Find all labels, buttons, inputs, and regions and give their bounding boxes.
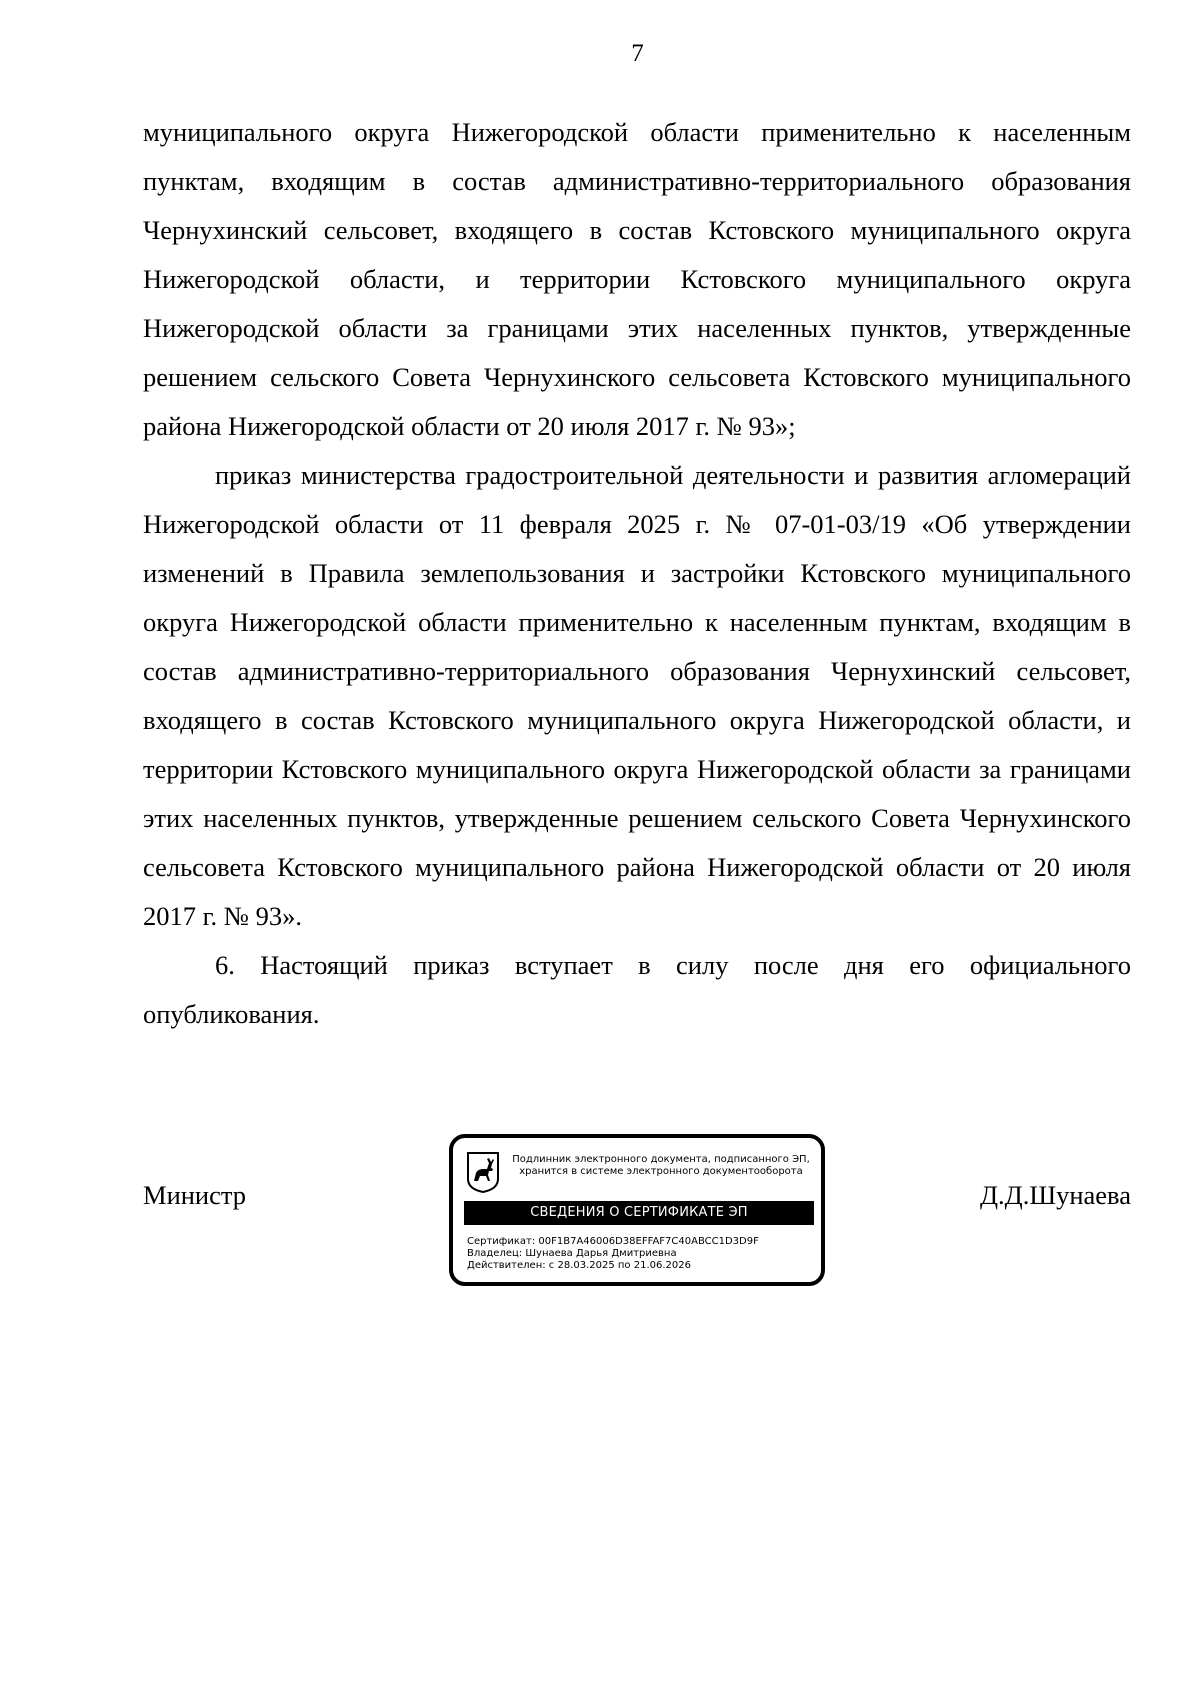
certificate-number: Сертификат: 00F1B7A46006D38EFFAF7C40ABCC1D3D9F xyxy=(467,1236,759,1247)
stamp-note xyxy=(503,1154,819,1178)
certificate-validity: Действителен: с 28.03.2025 по 21.06.2026 xyxy=(467,1260,691,1271)
paragraph-continuation: муниципального округа Нижегородской области применительно к населенным пунктам, входящим в состав административно-территориального образования Чернухинский сельсовет, входящего в состав Кстовского муниципального округа Нижегородской области, и территории Кстовского муниципального округа Нижегородской области за границами этих населенных пунктов, утвержденные решением сельского Совета Чернухинского сельсовета Кстовского муниципального района Нижегородской области от 20 июля 2017 г. № 93»; xyxy=(143,117,1131,441)
signatory-position: Министр xyxy=(143,1180,247,1210)
stamp-note-line: Подлинник электронного документа, подписанного ЭП, xyxy=(512,1154,810,1165)
deer-emblem-icon xyxy=(466,1151,500,1193)
page-number: 7 xyxy=(631,40,644,67)
stamp-header-bar: СВЕДЕНИЯ О СЕРТИФИКАТЕ ЭП xyxy=(464,1201,814,1225)
signature-block xyxy=(143,1134,1131,1324)
certificate-details xyxy=(467,1236,759,1272)
document-body xyxy=(143,108,1131,1039)
electronic-signature-stamp xyxy=(449,1134,825,1286)
paragraph-order-reference: приказ министерства градостроительной деятельности и развития агломераций Нижегородской области от 11 февраля 2025 г. № 07-01-03/19 «Об утверждении изменений в Правила землепользования и застройки Кстовского муниципального округа Нижегородской области применительно к населенным пунктам, входящим в состав административно-территориального образования Чернухинский сельсовет, входящего в состав Кстовского муниципального округа Нижегородской области, и территории Кстовского муниципального округа Нижегородской области за границами этих населенных пунктов, утвержденные решением сельского Совета Чернухинского сельсовета Кстовского муниципального района Нижегородской области от 20 июля 2017 г. № 93». xyxy=(143,460,1131,931)
paragraph-effective-date: 6. Настоящий приказ вступает в силу после дня его официального опубликования. xyxy=(143,950,1131,1029)
certificate-owner: Владелец: Шунаева Дарья Дмитриевна xyxy=(467,1248,677,1259)
stamp-note-line: хранится в системе электронного документооборота xyxy=(519,1166,803,1177)
signatory-name: Д.Д.Шунаева xyxy=(979,1180,1131,1210)
